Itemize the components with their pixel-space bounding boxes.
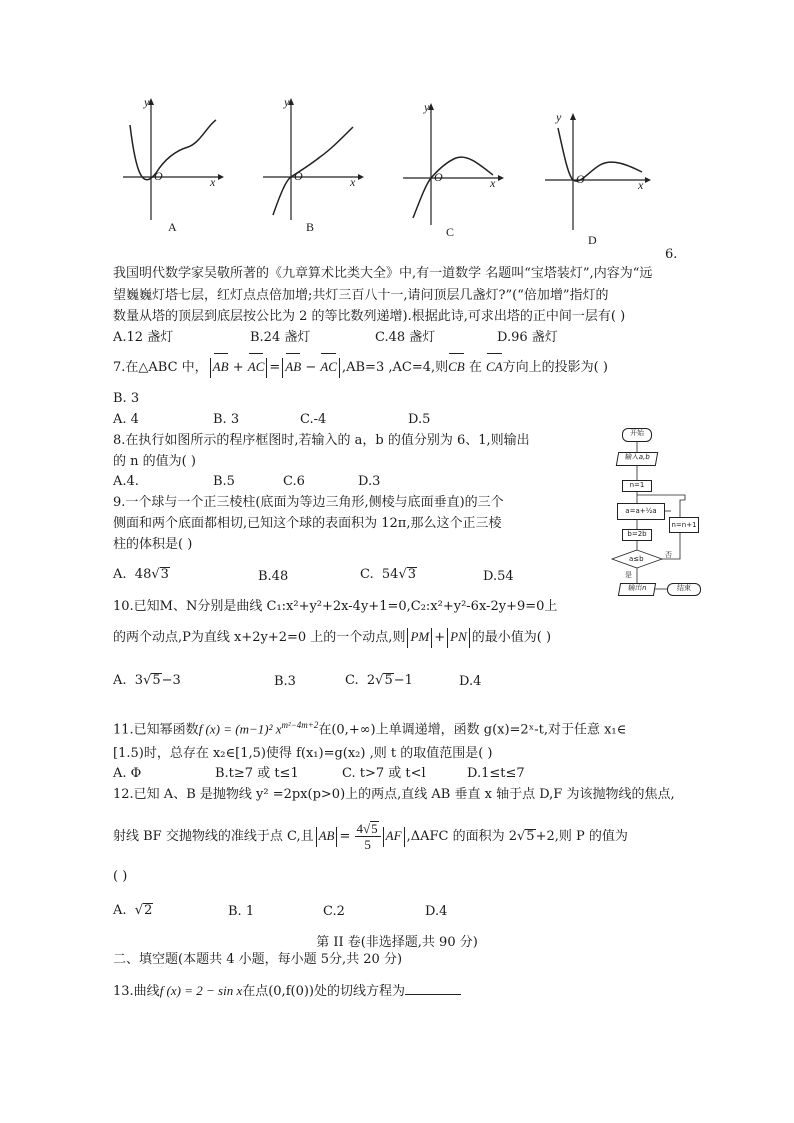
flowchart-init: n=1 <box>622 480 652 492</box>
q10-option-b: B.3 <box>274 674 296 689</box>
q12-area-coef: 2 <box>508 829 517 844</box>
q12-option-c: C.2 <box>323 904 345 919</box>
q7-vector-ab: AB <box>213 356 229 378</box>
q9-option-c <box>360 566 417 584</box>
q12-fraction-radicand: 5 <box>371 821 378 836</box>
q10-line-1: 10.已知M、N分别是曲线 C₁:x²+y²+2x-4y+1=0,C₂:x²+y²-6x-2y+9=0上 <box>113 599 558 614</box>
graph-d-x-label: x <box>638 178 644 192</box>
graph-b-curve <box>258 95 368 225</box>
q9-line-2: 侧面和两个底面都相切,已知这个球的表面积为 12π,那么这个正三棱 <box>113 516 502 531</box>
q10-line-2-suffix: 的最小值为( ) <box>471 630 552 645</box>
abs-bar <box>336 827 337 847</box>
flowchart-end: 结束 <box>667 583 701 596</box>
fill-in-section-heading: 二、填空题(本题共 4 小题，每小题 5分,共 20 分) <box>113 952 403 967</box>
graph-d-letter: D <box>588 233 597 247</box>
q9-line-1: 9.一个球与一个正三棱柱(底面为等边三角形,侧棱与底面垂直)的三个 <box>113 495 504 510</box>
q12-line-2-suffix: ,则 P 的值为 <box>554 829 628 844</box>
q11-option-a: A. Φ <box>113 766 142 781</box>
q8-option-b: B.5 <box>213 474 235 489</box>
q10-option-a-coef: 3 <box>134 673 144 688</box>
q12-fraction <box>355 821 381 852</box>
q13-suffix: 在点(0,f(0))处的切线方程为 <box>242 984 405 999</box>
q10-pm: PM <box>410 629 430 644</box>
radical-sign: √ <box>363 821 371 836</box>
flowchart-update-b: b=2b <box>622 529 652 541</box>
graph-b <box>258 95 368 245</box>
flowchart-no: 否 <box>665 551 672 559</box>
q6-option-d: D.96 盏灯 <box>497 330 558 345</box>
graph-a-curve <box>118 95 228 225</box>
q8-line-1: 8.在执行如图所示的程序框图时,若输入的 a，b 的值分别为 6、1,则输出 <box>113 433 530 448</box>
q10-option-a-radicand: 5 <box>152 673 161 688</box>
graph-b-letter: B <box>306 220 315 234</box>
q10-line-2-prefix: 的两个动点,P为直线 x+2y+2=0 上的一个动点,则 <box>113 630 406 645</box>
radical-sign: √ <box>151 567 160 582</box>
graph-c <box>398 100 508 245</box>
q9-option-c-label: C. <box>360 567 374 582</box>
q9-option-d: D.54 <box>483 569 514 584</box>
q9-option-c-coef: 54 <box>381 567 399 582</box>
graph-c-origin: O <box>434 170 443 184</box>
q10-option-a-label: A. <box>113 673 127 688</box>
graph-c-y-label: y <box>424 100 430 114</box>
q8-option-a: A.4. <box>113 474 139 489</box>
q7-prefix: 7.在△ABC 中， <box>113 360 208 375</box>
q10-option-d: D.4 <box>459 674 482 689</box>
flowchart-output: 输出n <box>618 583 656 596</box>
q10-plus: + <box>434 630 446 645</box>
q7-vector-ca: CA <box>486 356 503 378</box>
graph-b-y-label: y <box>284 95 290 109</box>
q12-option-a-radicand: 2 <box>144 903 153 918</box>
q6-line-1: 我国明代数学家吴敬所著的《九章算术比类大全》中,有一道数学 名题叫“宝塔装灯”,内容为“远 <box>113 266 653 281</box>
q7-option-d: D.5 <box>408 412 431 427</box>
radical-sign: √ <box>398 567 407 582</box>
q6-line-3: 数量从塔的顶层到底层按公比为 2 的等比数列递增).根据此诗,可求出塔的正中间一层有( ) <box>113 309 626 324</box>
graph-a-y-label: y <box>144 95 150 109</box>
q7-on: 在 <box>468 360 482 375</box>
q11-exponent: m²−4m+2 <box>281 720 319 730</box>
graph-b-x-label: x <box>350 175 356 189</box>
abs-bar <box>469 628 470 648</box>
q7-stem <box>113 356 608 379</box>
q11-line-1 <box>113 714 626 741</box>
q10-option-c-coef: 2 <box>366 673 376 688</box>
q12-option-a <box>113 902 153 920</box>
q11-option-d: D.1≤t≤7 <box>467 766 525 781</box>
q12-option-a-label: A. <box>113 903 127 918</box>
q7-plus: + <box>232 360 244 375</box>
q7-minus: − <box>305 360 317 375</box>
q7-suffix: 方向上的投影为( ) <box>502 360 608 375</box>
q12-af: AF <box>385 828 402 843</box>
q6-option-b: B.24 盏灯 <box>250 330 311 345</box>
q6-number: 6. <box>665 247 678 262</box>
abs-bar <box>407 628 408 648</box>
q11-option-c: C. t>7 或 t<l <box>342 766 426 781</box>
q7-option-a: A. 4 <box>113 412 139 427</box>
flowchart-update-a: a=a+½a <box>617 503 665 520</box>
graph-c-letter: C <box>446 225 455 239</box>
q9-option-b: B.48 <box>258 569 289 584</box>
q12-option-b: B. 1 <box>228 904 255 919</box>
q9-option-c-radicand: 3 <box>407 567 417 582</box>
graph-c-curve <box>398 100 508 230</box>
flowchart-yes: 是 <box>625 571 632 579</box>
flowchart-condition: a≤b <box>629 555 644 563</box>
graph-a <box>118 95 228 245</box>
q7-bar <box>339 358 340 378</box>
radical-sign: √ <box>375 673 384 688</box>
q9-option-a-coef: 48 <box>134 567 152 582</box>
q12-paren: ( ) <box>113 869 128 884</box>
q9-option-a-radicand: 3 <box>160 567 169 582</box>
q7-option-b: B. 3 <box>213 412 240 427</box>
q12-line-2-mid: ,ΔAFC 的面积为 <box>406 829 505 844</box>
q12-line-1: 12.已知 A、B 是抛物线 y² =2px(p>0)上的两点,直线 AB 垂直 x 轴于点 D,F 为该抛物线的焦点, <box>113 787 675 802</box>
q10-pn: PN <box>450 629 467 644</box>
q13-prefix: 13.曲线 <box>113 984 160 999</box>
q7-vector-cb: CB <box>448 356 465 378</box>
q12-line-2-prefix: 射线 BF 交抛物线的准线于点 C,且 <box>113 829 314 844</box>
radical-sign: √ <box>517 829 526 844</box>
q7-option-c: C.-4 <box>300 412 327 427</box>
graph-c-x-label: x <box>490 176 496 190</box>
radical-sign: √ <box>143 673 152 688</box>
q13-stem <box>113 981 461 1002</box>
q6-option-a: A.12 盏灯 <box>113 330 174 345</box>
q11-mid: 在(0,+∞)上单调递增，函数 g(x)=2ˣ-t,对于任意 x₁∈ <box>318 722 627 738</box>
q8-line-2: 的 n 的值为( ) <box>113 454 196 469</box>
flowchart-update-n: n=n+1 <box>669 517 699 533</box>
graph-d <box>540 110 655 255</box>
graph-d-y-label: y <box>556 110 562 124</box>
flowchart-input: 输入a,b <box>616 452 658 466</box>
q10-line-2 <box>113 626 551 649</box>
abs-bar <box>404 827 405 847</box>
q7-vector-ab: AB <box>285 356 301 378</box>
q12-equals: = <box>339 829 351 844</box>
q11-prefix: 11.已知幂函数 <box>113 722 199 738</box>
q7-mid: ,AB=3 ,AC=4,则 <box>341 360 449 375</box>
q10-option-c-label: C. <box>345 673 359 688</box>
flowchart-start: 开始 <box>622 428 652 442</box>
q10-option-c <box>345 672 413 690</box>
q10-option-a-tail: −3 <box>161 673 181 688</box>
abs-bar <box>431 628 432 648</box>
q12-ab: AB <box>318 828 335 843</box>
q9-option-a-label: A. <box>113 567 127 582</box>
q6-line-2: 望巍巍灯塔七层，红灯点点倍加增;共灯三百八十一,请问顶层几盏灯?”(“倍加增”指灯的 <box>113 288 609 303</box>
q11-line-2: [1.5)时，总存在 x₂∈[1,5)使得 f(x₁)=g(x₂) ,则 t 的取值范围是( ) <box>113 746 493 761</box>
graph-d-curve <box>540 110 655 240</box>
q7-bar <box>210 358 211 378</box>
q8-option-c: C.6 <box>283 474 305 489</box>
radical-sign: √ <box>134 903 144 918</box>
q11-formula: f (x) = (m−1)² x <box>198 721 282 737</box>
q12-fraction-denominator: 5 <box>364 837 371 852</box>
graph-a-origin: O <box>154 169 163 183</box>
part-2-title: 第 II 卷(非选择题,共 90 分) <box>316 935 478 950</box>
q10-option-a <box>113 672 181 690</box>
q9-line-3: 柱的体积是( ) <box>113 537 193 552</box>
abs-bar <box>383 827 384 847</box>
q11-option-b: B.t≥7 或 t≤1 <box>215 766 299 781</box>
graph-d-origin: O <box>576 172 585 186</box>
q9-option-a <box>113 566 170 584</box>
graph-b-origin: O <box>294 169 303 183</box>
q10-option-c-tail: −1 <box>393 673 413 688</box>
q7-vector-ac: AC <box>320 356 337 378</box>
q12-line-2 <box>113 816 628 857</box>
q12-option-d: D.4 <box>425 904 448 919</box>
graph-a-x-label: x <box>210 175 216 189</box>
q7-vector-ac: AC <box>248 356 265 378</box>
q7-stray-answer: B. 3 <box>113 391 140 406</box>
q7-bar <box>282 358 283 378</box>
q7-bar <box>266 358 267 378</box>
q6-option-c: C.48 盏灯 <box>375 330 436 345</box>
q10-option-c-radicand: 5 <box>384 673 393 688</box>
abs-bar <box>447 628 448 648</box>
q7-equals: = <box>269 360 281 375</box>
q12-area-tail: +2 <box>535 829 555 844</box>
flowchart <box>605 425 710 600</box>
graph-a-letter: A <box>168 220 177 234</box>
abs-bar <box>316 827 317 847</box>
q13-answer-blank[interactable] <box>405 981 461 995</box>
q12-area-radicand: 5 <box>526 829 535 844</box>
q8-option-d: D.3 <box>358 474 381 489</box>
q12-fraction-coef: 4 <box>356 821 364 836</box>
q13-formula: f (x) = 2 − sin x <box>159 983 243 998</box>
